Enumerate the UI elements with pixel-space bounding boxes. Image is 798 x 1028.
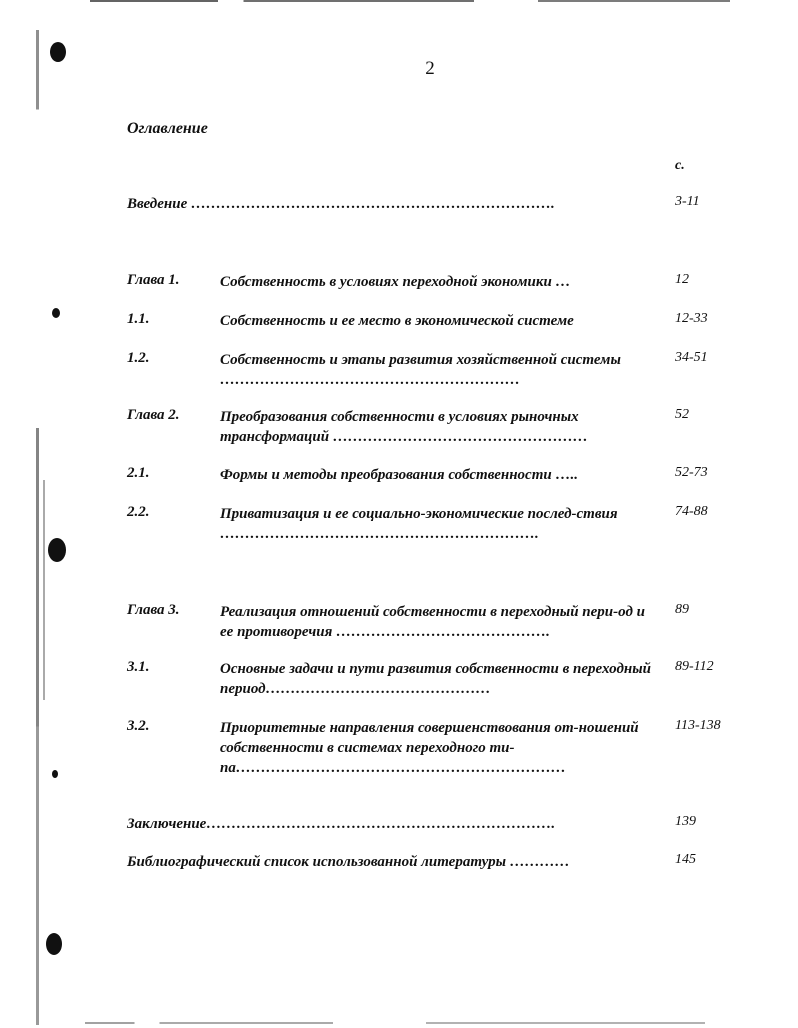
toc-entry-title: Собственность и этапы развития хозяйственной системы …………………………………………………… (220, 352, 621, 388)
toc-entry-title: Заключение……………………………………………………………. (127, 816, 556, 832)
toc-entry-pages: 52 (675, 407, 689, 422)
toc-entry-pages: 12 (675, 272, 689, 287)
toc-entry-label: 2.2. (127, 504, 150, 520)
toc-entry-label: 3.2. (127, 718, 150, 734)
toc-entry-pages: 113-138 (675, 718, 721, 733)
punch-hole-mark (48, 538, 66, 562)
toc-entry-pages: 139 (675, 814, 696, 829)
toc-entry-label: 2.1. (127, 465, 150, 481)
toc-entry-pages: 12-33 (675, 311, 708, 326)
toc-entry-label: 1.2. (127, 350, 150, 366)
scan-artifact-left-edge (36, 30, 39, 1025)
toc-entry-pages: 34-51 (675, 350, 708, 365)
toc-entry-pages: 74-88 (675, 504, 708, 519)
toc-entry-label: 3.1. (127, 659, 150, 675)
toc-entry-title: Формы и методы преобразования собственности ….. (220, 467, 578, 483)
scan-artifact-top (90, 0, 730, 2)
toc-entry-title: Библиографический список использованной литературы ………… (127, 854, 570, 870)
toc-entry-label: 1.1. (127, 311, 150, 327)
toc-entry-pages: 89-112 (675, 659, 714, 674)
punch-hole-mark (46, 933, 62, 955)
toc-entry-title: Основные задачи и пути развития собственности в переходный период……………………………………… (220, 661, 651, 697)
page-column-header: с. (675, 158, 685, 173)
toc-entry-label: Глава 2. (127, 407, 180, 423)
toc-entry-title: Преобразования собственности в условиях рыночных трансформаций …………………………………………… (220, 409, 588, 445)
toc-entry-pages: 145 (675, 852, 696, 867)
toc-entry-title: Собственность и ее место в экономической системе (220, 313, 574, 329)
scan-artifact-bottom (85, 1022, 705, 1024)
toc-entry-label: Глава 3. (127, 602, 180, 618)
toc-entry-pages: 3-11 (675, 194, 700, 209)
page-number: 2 (425, 58, 435, 79)
toc-entry-title: Реализация отношений собственности в переходный пери-од и ее противоречия ……………………………………. (220, 604, 645, 640)
toc-title: Оглавление (127, 120, 208, 137)
toc-entry-title: Приоритетные направления совершенствования от-ношений собственности в системах переходного ти-па………………………………………………………… (220, 720, 639, 776)
toc-entry-title: Собственность в условиях переходной экономики … (220, 274, 571, 290)
ink-speck (52, 308, 60, 318)
toc-entry-title: Введение ………………………………………………………………. (127, 196, 555, 212)
toc-entry-pages: 89 (675, 602, 689, 617)
scan-artifact-left-edge-2 (43, 480, 45, 700)
toc-entry-pages: 52-73 (675, 465, 708, 480)
toc-entry-title: Приватизация и ее социально-экономические послед-ствия ………………………………………………………. (220, 506, 618, 542)
ink-speck (52, 770, 58, 778)
toc-entry-label: Глава 1. (127, 272, 180, 288)
